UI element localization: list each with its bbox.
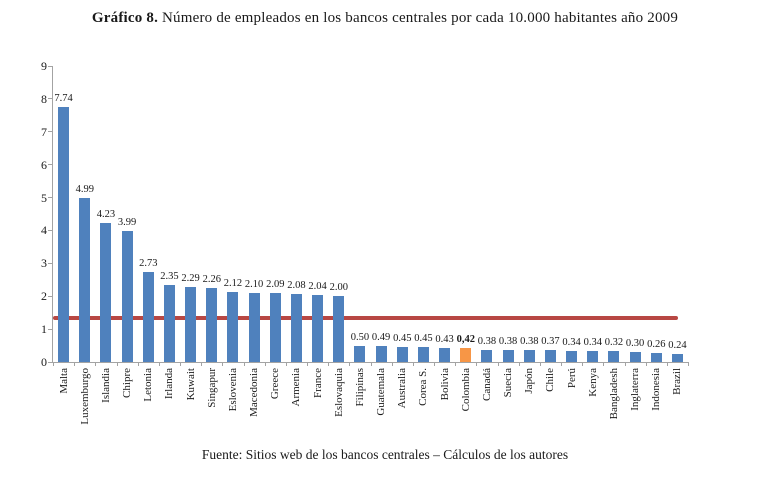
y-axis-label: 1 — [41, 322, 47, 337]
category-label: Eslovenia — [226, 368, 239, 412]
x-axis-tick — [307, 362, 308, 366]
y-axis-label: 5 — [41, 190, 47, 205]
x-axis-tick — [117, 362, 118, 366]
bar-value-label: 0.38 — [477, 335, 497, 347]
bar-value-label: 0.30 — [625, 338, 645, 350]
category-label: Malta — [57, 368, 70, 394]
bar — [587, 351, 598, 362]
category-label: Brazil — [671, 368, 684, 395]
category-label: Guatemala — [375, 368, 388, 416]
chart-title-text: Número de empleados en los bancos centrales por cada 10.000 habitantes año 2009 — [158, 10, 679, 26]
category-label: Eslovaquia — [332, 368, 345, 417]
bar — [524, 350, 535, 362]
y-axis-tick — [48, 197, 53, 198]
source-note: Fuente: Sitios web de los bancos centrales – Cálculos de los autores — [201, 447, 569, 462]
x-axis-tick — [498, 362, 499, 366]
bar-value-label: 0.32 — [604, 337, 624, 349]
x-axis-tick — [222, 362, 223, 366]
bar — [291, 294, 302, 362]
x-axis-tick — [201, 362, 202, 366]
bar-value-label: 4.23 — [96, 208, 116, 220]
category-label: Greece — [269, 368, 282, 400]
bar-chart — [41, 59, 687, 425]
category-label: Perú — [565, 368, 578, 389]
bar — [249, 293, 260, 362]
bar-highlighted — [460, 348, 471, 362]
bar-value-label: 0.34 — [583, 336, 602, 348]
category-label: Armenia — [290, 368, 303, 407]
category-label: Bolivia — [438, 368, 451, 401]
bar-value-label: 4.99 — [75, 183, 94, 195]
bar-value-label: 2.04 — [308, 280, 327, 292]
category-label: Macedonia — [248, 368, 261, 417]
bar — [608, 351, 619, 362]
chart-title-number: Gráfico 8. — [91, 10, 159, 26]
bar-value-label: 2.29 — [181, 272, 200, 284]
x-axis-tick — [413, 362, 414, 366]
category-label: Kenya — [586, 368, 599, 397]
bar — [122, 231, 133, 362]
x-axis-tick — [434, 362, 435, 366]
bar — [630, 352, 641, 362]
y-axis-tick — [48, 66, 53, 67]
x-axis-tick — [180, 362, 181, 366]
x-axis-tick — [74, 362, 75, 366]
y-axis-label: 9 — [41, 59, 47, 73]
category-label: France — [311, 368, 324, 398]
x-axis-tick — [392, 362, 393, 366]
bar — [545, 350, 556, 362]
bar-value-label: 0.45 — [393, 333, 412, 345]
y-axis-tick — [48, 263, 53, 264]
x-axis-tick — [646, 362, 647, 366]
bar-value-label: 0.49 — [371, 331, 391, 343]
x-axis-tick — [95, 362, 96, 366]
category-label: Chile — [544, 368, 557, 392]
category-label: Kuwait — [184, 368, 197, 401]
bar — [79, 198, 90, 362]
bar-value-label: 2.35 — [160, 270, 179, 282]
bar — [185, 287, 196, 362]
y-axis-label: 7 — [41, 124, 47, 139]
category-label: Colombia — [459, 368, 472, 412]
bar-value-label: 0.43 — [435, 333, 454, 345]
category-label: Irlanda — [163, 368, 176, 400]
bar-value-label: 0.26 — [647, 339, 666, 351]
category-label: Filipinas — [353, 368, 366, 407]
bar — [397, 347, 408, 362]
bar — [206, 288, 217, 362]
y-axis-tick — [48, 131, 53, 132]
bar — [566, 351, 577, 362]
category-label: Chipre — [121, 368, 134, 398]
category-label: Islandia — [99, 368, 112, 403]
x-axis-tick — [244, 362, 245, 366]
x-axis-tick — [53, 362, 54, 366]
bar-value-label: 2.73 — [139, 258, 158, 270]
y-axis-tick — [48, 98, 53, 99]
bar-value-label: 3.99 — [117, 216, 137, 228]
bar — [100, 223, 111, 362]
x-axis-tick — [625, 362, 626, 366]
bar — [333, 296, 344, 362]
y-axis-label: 8 — [41, 91, 47, 106]
category-label: Bangladesh — [607, 368, 620, 420]
category-label: Canadá — [480, 368, 493, 401]
bar-value-label: 2.09 — [266, 279, 285, 291]
x-axis-tick — [371, 362, 372, 366]
bar-value-label: 2.12 — [223, 278, 243, 290]
category-label: Australia — [396, 368, 409, 409]
category-label: Letonia — [142, 368, 155, 402]
bar — [503, 350, 514, 362]
bar-value-label: 0.45 — [414, 333, 433, 345]
bar-value-label: 0,42 — [456, 334, 475, 346]
bar — [376, 346, 387, 362]
category-label: Singapur — [205, 368, 218, 408]
bar-value-label: 0.24 — [668, 340, 687, 352]
bar-value-label: 2.26 — [202, 273, 221, 285]
bar — [58, 107, 69, 362]
category-label: Suecia — [502, 368, 515, 398]
plot-area — [41, 59, 688, 425]
bar-value-label: 7.74 — [54, 93, 73, 105]
category-label: Indonesia — [650, 368, 663, 411]
bar — [418, 347, 429, 362]
x-axis-tick — [159, 362, 160, 366]
y-axis-label: 3 — [41, 256, 47, 271]
y-axis-tick — [48, 230, 53, 231]
y-axis-label: 6 — [41, 157, 47, 172]
bar — [270, 293, 281, 362]
bar-value-label: 0.38 — [498, 335, 518, 347]
bar-value-label: 2.10 — [244, 278, 264, 290]
bar — [227, 292, 238, 362]
bar-value-label: 0.34 — [562, 336, 581, 348]
x-axis-tick — [519, 362, 520, 366]
y-axis-tick — [48, 296, 53, 297]
bar-value-label: 2.08 — [287, 279, 306, 291]
y-axis-label: 2 — [41, 289, 47, 304]
bar — [164, 285, 175, 362]
bar — [651, 353, 662, 362]
bar — [481, 350, 492, 362]
bar — [312, 295, 323, 362]
x-axis-tick — [667, 362, 668, 366]
x-axis-tick — [328, 362, 329, 366]
category-label: Corea S. — [417, 368, 430, 406]
x-axis-tick — [603, 362, 604, 366]
bar — [143, 272, 154, 362]
x-axis-tick — [561, 362, 562, 366]
x-axis-tick — [582, 362, 583, 366]
category-label: Luxemburgo — [78, 368, 91, 425]
y-axis-tick — [48, 329, 53, 330]
bar — [354, 346, 365, 362]
category-label: Inglaterra — [629, 368, 642, 411]
category-label: Japón — [523, 368, 536, 394]
x-axis-tick — [286, 362, 287, 366]
y-axis-tick — [48, 164, 53, 165]
x-axis-tick — [349, 362, 350, 366]
x-axis-tick — [138, 362, 139, 366]
x-axis-tick — [455, 362, 456, 366]
x-axis-tick — [540, 362, 541, 366]
y-axis-label: 4 — [41, 223, 47, 238]
x-axis-tick — [688, 362, 689, 366]
y-axis-label: 0 — [41, 355, 47, 369]
x-axis-tick — [476, 362, 477, 366]
bar-value-label: 0.38 — [520, 335, 539, 347]
chart-title — [0, 10, 770, 27]
bar — [439, 348, 450, 362]
bar-value-label: 2.00 — [329, 282, 348, 294]
bar-value-label: 0.50 — [350, 331, 370, 343]
bar-value-label: 0.37 — [541, 335, 560, 347]
x-axis-tick — [265, 362, 266, 366]
bar — [672, 354, 683, 362]
